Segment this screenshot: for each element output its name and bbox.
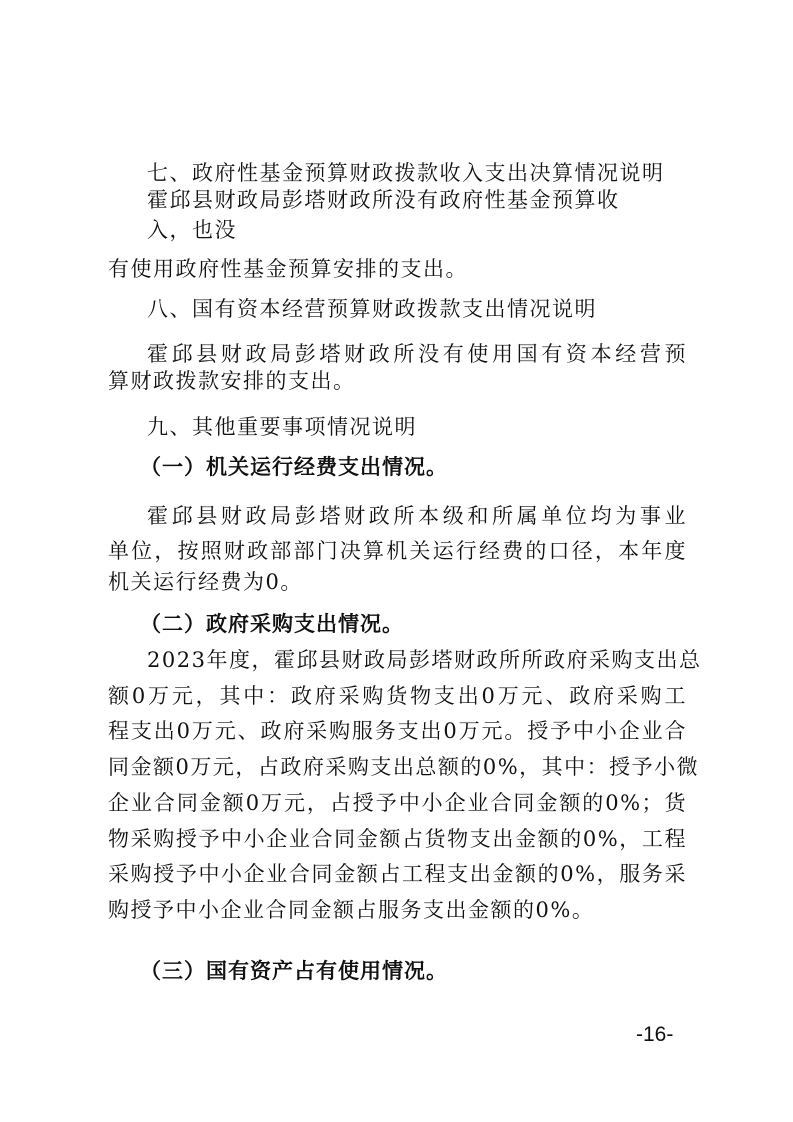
paragraph-line: 霍邱县财政局彭塔财政所没有使用国有资本经营预 (147, 342, 687, 366)
section-heading-7: 七、政府性基金预算财政拨款收入支出决算情况说明 (147, 161, 665, 185)
section-heading-8: 八、国有资本经营预算财政拨款支出情况说明 (147, 297, 597, 321)
paragraph-line: 有使用政府性基金预算安排的支出。 (108, 257, 468, 281)
section-heading-9: 九、其他重要事项情况说明 (147, 415, 417, 439)
paragraph-line: 采购授予中小企业合同金额占工程支出金额的0%，服务采 (108, 862, 687, 886)
paragraph-line: 购授予中小企业合同金额占服务支出金额的0%。 (108, 898, 595, 922)
paragraph-line: 额0万元，其中：政府采购货物支出0万元、政府采购工 (108, 684, 687, 708)
paragraph-line: 单位，按照财政部部门决算机关运行经费的口径，本年度 (108, 539, 687, 563)
paragraph-line: 算财政拨款安排的支出。 (108, 369, 356, 393)
subsection-title-3: （三）国有资产占有使用情况。 (140, 959, 448, 983)
paragraph-line: 霍邱县财政局彭塔财政所本级和所属单位均为事业 (147, 504, 687, 528)
subsection-title-2: （二）政府采购支出情况。 (140, 612, 404, 636)
paragraph-line: 霍邱县财政局彭塔财政所没有政府性基金预算收 (147, 188, 620, 212)
paragraph-line: 企业合同金额0万元，占授予中小企业合同金额的0%；货 (108, 791, 687, 815)
paragraph-line: 入，也没 (147, 218, 237, 242)
paragraph-line: 程支出0万元、政府采购服务支出0万元。授予中小企业合 (108, 719, 687, 743)
paragraph-line: 同金额0万元，占政府采购支出总额的0%，其中：授予小微 (108, 755, 700, 779)
page-number: -16- (636, 1023, 674, 1046)
paragraph-line: 物采购授予中小企业合同金额占货物支出金额的0%，工程 (108, 827, 687, 851)
paragraph-line: 2023年度，霍邱县财政局彭塔财政所所政府采购支出总 (147, 648, 702, 672)
paragraph-line: 机关运行经费为0。 (108, 570, 303, 594)
subsection-title-1: （一）机关运行经费支出情况。 (140, 455, 448, 479)
